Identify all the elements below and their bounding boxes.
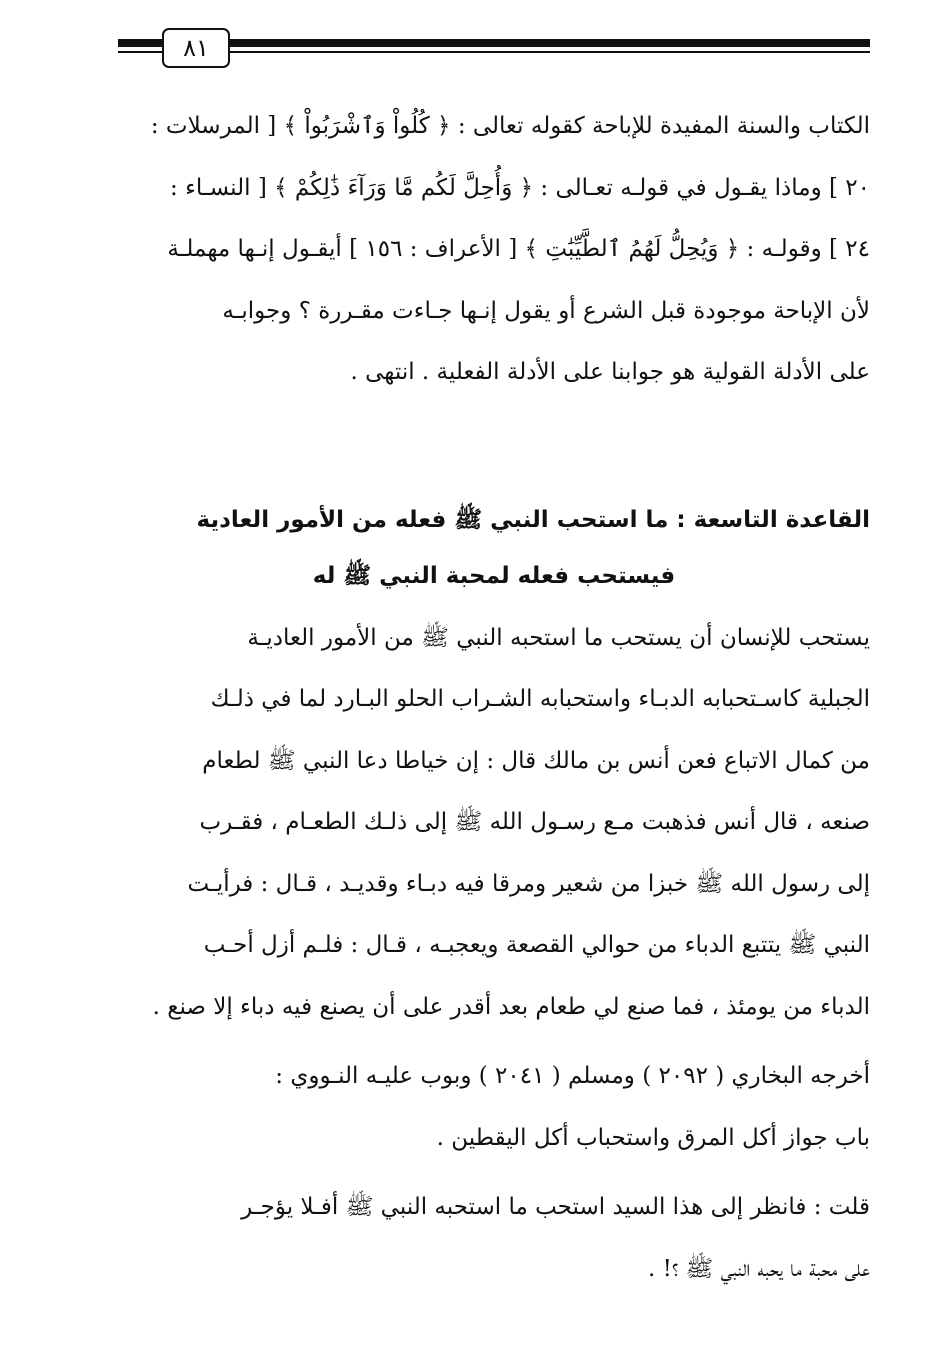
section-heading bbox=[118, 492, 870, 604]
page-content bbox=[118, 96, 870, 1300]
page-number: ٨١ bbox=[183, 34, 209, 62]
text-line: إلى رسول الله ﷺ خبزا من شعير ومرقا فيه دبـاء وقديـد ، قـال : فرأيـت bbox=[187, 870, 870, 897]
page-header bbox=[118, 28, 870, 70]
text-line: أخرجه البخاري ( ٢٠٩٢ ) ومسلم ( ٢٠٤١ ) وبوب عليـه النـووي : bbox=[275, 1063, 870, 1089]
text-line: على الأدلة القولية هو جوابنا على الأدلة الفعلية . انتهى . bbox=[350, 359, 870, 385]
section-title-line-2: فيستحب فعله لمحبة النبي ﷺ له bbox=[312, 562, 676, 589]
header-rule-thick bbox=[118, 39, 870, 47]
text-line: لأن الإباحة موجودة قبل الشرع أو يقول إنـها جـاءت مقـررة ؟ وجوابـه bbox=[222, 297, 870, 324]
page-number-box bbox=[162, 28, 230, 68]
body-paragraph bbox=[118, 608, 870, 1039]
reference-paragraph bbox=[118, 1046, 870, 1169]
text-line: الدباء من يومئذ ، فما صنع لي طعام بعد أقدر على أن يصنع فيه دباء إلا صنع . bbox=[152, 993, 870, 1020]
text-line: من كمال الاتباع فعن أنس بن مالك قال : إن خياطا دعا النبي ﷺ لطعام bbox=[202, 747, 870, 774]
header-rule-thin bbox=[118, 51, 870, 53]
text-line: صنعه ، قال أنس فذهبت مـع رسـول الله ﷺ إلى ذلـك الطعـام ، فقـرب bbox=[199, 809, 870, 835]
text-line: قلت : فانظر إلى هذا السيد استحب ما استحبه النبي ﷺ أفـلا يؤجـر bbox=[241, 1194, 870, 1220]
text-line: ٢٠ ] وماذا يقـول في قولـه تعـالى : ﴿ وَأُحِلَّ لَكُم مَّا وَرَآءَ ذَٰلِكُمْ ﴾ [ النسـاء : bbox=[170, 174, 870, 201]
section-title-line-1: القاعدة التاسعة : ما استحب النبي ﷺ فعله من الأمور العادية bbox=[196, 506, 870, 533]
text-line: على محبة ما يحبه النبي ﷺ ؟! . bbox=[647, 1255, 870, 1282]
comment-paragraph bbox=[118, 1177, 870, 1300]
top-paragraph bbox=[118, 96, 870, 404]
text-line: يستحب للإنسان أن يستحب ما استحبه النبي ﷺ من الأمور العاديـة bbox=[247, 624, 870, 651]
text-line: النبي ﷺ يتتبع الدباء من حوالي القصعة ويعجبـه ، قـال : فلـم أزل أحـب bbox=[203, 932, 870, 958]
text-line: الجبلية كاسـتحبابه الدبـاء واستحبابه الشـراب الحلو البـارد لما في ذلـك bbox=[210, 686, 870, 712]
text-line: الكتاب والسنة المفيدة للإباحة كقوله تعالى : ﴿ كُلُواْ وَٱشْرَبُواْ ﴾ [ المرسلات : bbox=[150, 113, 870, 139]
text-line: باب جواز أكل المرق واستحباب أكل اليقطين . bbox=[436, 1124, 870, 1151]
text-line: ٢٤ ] وقولـه : ﴿ وَيُحِلُّ لَهُمُ ٱلطَّيِّبَٰتِ ﴾ [ الأعراف : ١٥٦ ] أيقـول إنـها مهملـة bbox=[167, 236, 870, 262]
